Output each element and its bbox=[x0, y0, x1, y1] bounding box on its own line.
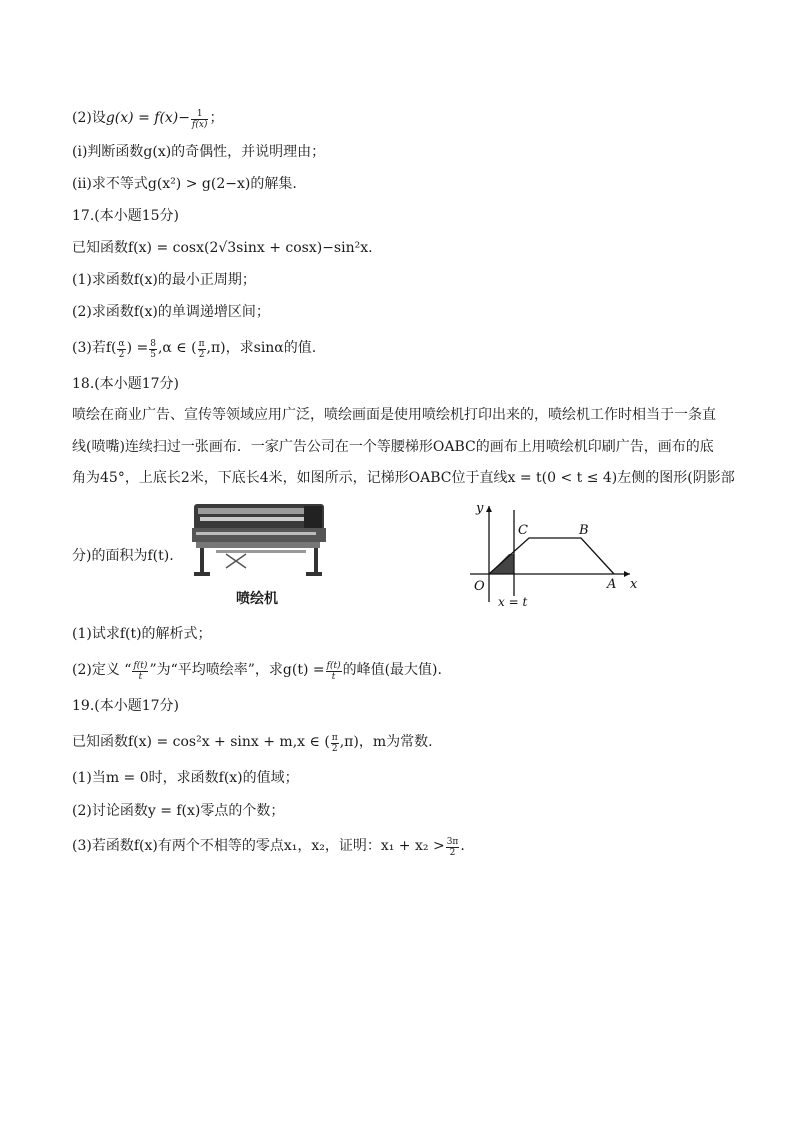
q17-header: 17.(本小题15分) bbox=[72, 208, 180, 224]
fraction-denominator: 2 bbox=[198, 349, 205, 360]
q19-p3-a: (3)若函数f(x)有两个不相等的零点x₁，x₂，证明：x₁ + x₂ > bbox=[72, 838, 445, 854]
q18-part2 bbox=[72, 660, 722, 682]
q18-p2-frac1 bbox=[132, 661, 148, 682]
label-O: O bbox=[474, 579, 485, 594]
q17-p3-frac-value bbox=[149, 339, 157, 360]
fraction-numerator: f(t) bbox=[133, 660, 148, 671]
fraction-denominator: 5 bbox=[150, 349, 156, 360]
q16-part-i: (i)判断函数g(x)的奇偶性，并说明理由； bbox=[72, 144, 326, 160]
q16-part-ii: (ii)求不等式g(x²) > g(2−x)的解集. bbox=[72, 176, 297, 192]
label-A: A bbox=[607, 577, 617, 592]
fraction-denominator: t bbox=[331, 671, 336, 682]
q17-part1: (1)求函数f(x)的最小正周期； bbox=[72, 272, 256, 288]
trapezoid-graph bbox=[462, 496, 646, 612]
label-B: B bbox=[579, 523, 589, 538]
q19-p3-b: . bbox=[460, 838, 465, 854]
q19-part2: (2)讨论函数y = f(x)零点的个数； bbox=[72, 803, 285, 819]
label-y: y bbox=[476, 501, 484, 516]
q18-header: 18.(本小题17分) bbox=[72, 376, 180, 392]
q17-p3-c: ,α ∈ ( bbox=[157, 340, 197, 356]
q17-p3-frac-pi bbox=[198, 339, 206, 360]
q18-part1: (1)试求f(t)的解析式； bbox=[72, 626, 212, 642]
fraction-numerator: f(t) bbox=[326, 660, 341, 671]
q18-p2-a: (2)定义 “ bbox=[72, 662, 132, 678]
fraction-denominator: 2 bbox=[449, 847, 456, 858]
q16-p2-fraction bbox=[191, 109, 208, 130]
q18-para-line4: 分)的面积为f(t). bbox=[72, 548, 174, 564]
q17-part2: (2)求函数f(x)的单调递增区间； bbox=[72, 304, 270, 320]
q19-part1: (1)当m = 0时，求函数f(x)的值域； bbox=[72, 770, 299, 786]
label-x: x bbox=[630, 577, 638, 592]
q17-p3-a: (3)若f( bbox=[72, 340, 117, 356]
q19-header: 19.(本小题17分) bbox=[72, 698, 180, 714]
q18-p2-b: ”为“平均喷绘率”，求g(t) = bbox=[149, 662, 325, 678]
fraction-numerator: 3π bbox=[446, 836, 459, 847]
q17-stem: 已知函数f(x) = cosx(2√3sinx + cosx)−sin²x. bbox=[72, 240, 373, 256]
q17-part3 bbox=[72, 338, 722, 360]
q18-p2-c: 的峰值(最大值). bbox=[342, 662, 442, 678]
fraction-denominator: f(x) bbox=[192, 119, 208, 130]
printer-caption: 喷绘机 bbox=[236, 591, 278, 607]
fraction-denominator: t bbox=[138, 671, 143, 682]
q19-stem-b: ,π)，m为常数. bbox=[339, 734, 433, 750]
q18-para-line2: 线(喷嘴)连续扫过一张画布．一家广告公司在一个等腰梯形OABC的画布上用喷绘机印刷广告，画布的底 bbox=[72, 439, 714, 455]
q19-p3-frac bbox=[446, 837, 460, 858]
q16-p2-suffix: ； bbox=[209, 110, 224, 126]
q16-p2-expr: g(x) = f(x)− bbox=[105, 110, 190, 126]
q19-part3 bbox=[72, 836, 722, 858]
q19-stem-a: 已知函数f(x) = cos²x + sinx + m,x ∈ ( bbox=[72, 734, 330, 750]
q18-para-line1: 喷绘在商业广告、宣传等领域应用广泛，喷绘画面是使用喷绘机打印出来的，喷绘机工作时相当于一条直 bbox=[72, 407, 716, 423]
q19-stem bbox=[72, 732, 722, 754]
fraction-denominator: 2 bbox=[331, 743, 338, 754]
q17-p3-d: ,π)，求sinα的值. bbox=[206, 340, 317, 356]
q17-p3-b: ) = bbox=[126, 340, 149, 356]
y-axis-arrow-icon bbox=[486, 506, 492, 512]
q19-stem-frac bbox=[331, 733, 339, 754]
fraction-numerator: 1 bbox=[191, 109, 208, 120]
fraction-numerator: π bbox=[198, 338, 205, 349]
fraction-denominator: 2 bbox=[118, 349, 125, 360]
label-x-equals-t: x = t bbox=[498, 595, 528, 609]
q17-p3-frac-alpha bbox=[117, 339, 125, 360]
q16-p2-prefix: (2)设 bbox=[72, 110, 106, 126]
fraction-numerator: π bbox=[331, 732, 338, 743]
q16-part2 bbox=[72, 108, 722, 130]
q18-p2-frac2 bbox=[326, 661, 342, 682]
fraction-numerator: 8 bbox=[150, 338, 156, 349]
q18-para-line3: 角为45°，上底长2米，下底长4米，如图所示，记梯形OABC位于直线x = t(0 < t ≤ 4)左侧的图形(阴影部 bbox=[72, 470, 735, 486]
printer-image bbox=[186, 498, 334, 582]
fraction-numerator: α bbox=[118, 338, 125, 349]
label-C: C bbox=[518, 523, 528, 538]
